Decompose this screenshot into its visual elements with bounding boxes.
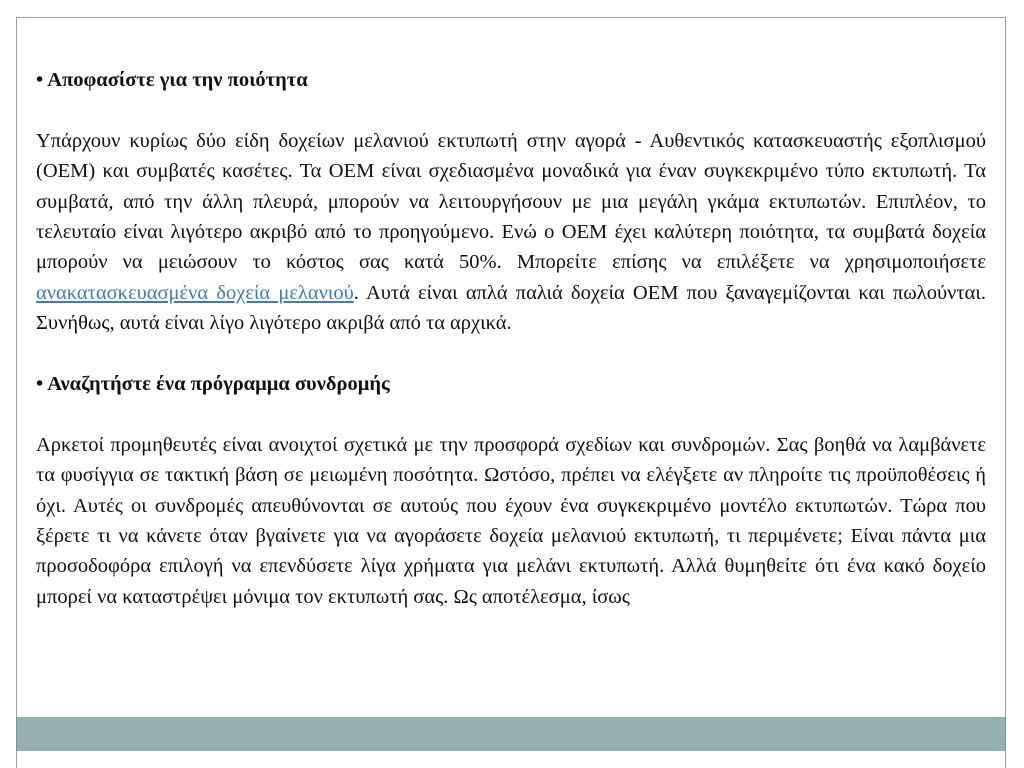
spacer	[36, 399, 986, 429]
heading-text: Αναζητήστε ένα πρόγραμμα συνδρομής	[47, 373, 390, 396]
paragraph-quality	[36, 126, 986, 339]
heading-text: Αποφασίστε για την ποιότητα	[47, 69, 308, 91]
footer-bar	[16, 717, 1006, 751]
paragraph-subscription: Αρκετοί προμηθευτές είναι ανοιχτοί σχετικά με την προσφορά σχεδίων και συνδρομών. Σας βοηθά να λαμβάνετε τα φυσίγγια σε τακτική βάση σε μειωμένη ποσότητα. Ωστόσο, πρέπει να ελέγξετε αν πληροίτε τις προϋποθέσεις ή όχι. Αυτές οι συνδρομές απευθύνονται σε αυτούς που έχουν ένα συγκεκριμένο μοντέλο εκτυπωτών. Τώρα που ξέρετε τι να κάνετε όταν βγαίνετε για να αγοράσετε δοχεία μελανιού εκτυπωτή, τι περιμένετε; Είναι πάντα μια προσοδοφόρα επιλογή να επενδύσετε λίγα χρήματα για μελάνι εκτυπωτή. Αλλά θυμηθείτε ότι ένα κακό δοχείο μπορεί να καταστρέψει μόνιμα τον εκτυπωτή σας. Ως αποτέλεσμα, ίσως	[36, 433, 986, 608]
slide-content	[36, 65, 986, 612]
spacer	[36, 339, 986, 369]
spacer	[36, 95, 986, 125]
paragraph-text: . Αυτά είναι απλά παλιά δοχεία OEM που ξαναγεμίζονται και πωλούνται. Συνήθως, αυτά είναι λίγο λιγότερο ακριβά από τα αρχικά.	[36, 281, 986, 335]
section-heading-subscription	[36, 369, 986, 399]
paragraph-text: Υπάρχουν κυρίως δύο είδη δοχείων μελανιού εκτυπωτή στην αγορά - Αυθεντικός κατασκευαστής εξοπλισμού (OEM) και συμβατές κασέτες. Τα OEM είναι σχεδιασμένα μοναδικά για έναν συγκεκριμένο τύπο εκτυπωτή. Τα συμβατά, από την άλλη πλευρά, μπορούν να λειτουργήσουν με μια μεγάλη γκάμα εκτυπωτών. Επιπλέον, το τελευταίο είναι λιγότερο ακριβό από το προηγούμενο. Ενώ ο OEM έχει καλύτερη ποιότητα, τα συμβατά δοχεία μπορούν να μειώσουν το κόστος σας κατά 50%. Μπορείτε επίσης να επιλέξετε να χρησιμοποιήσετε	[36, 129, 986, 274]
section-heading-quality	[36, 65, 986, 95]
bullet: •	[36, 373, 44, 396]
bullet: •	[36, 69, 44, 91]
slide	[16, 17, 1006, 768]
refurbished-cartridges-link[interactable]: ανακατασκευασμένα δοχεία μελανιού	[36, 281, 354, 304]
